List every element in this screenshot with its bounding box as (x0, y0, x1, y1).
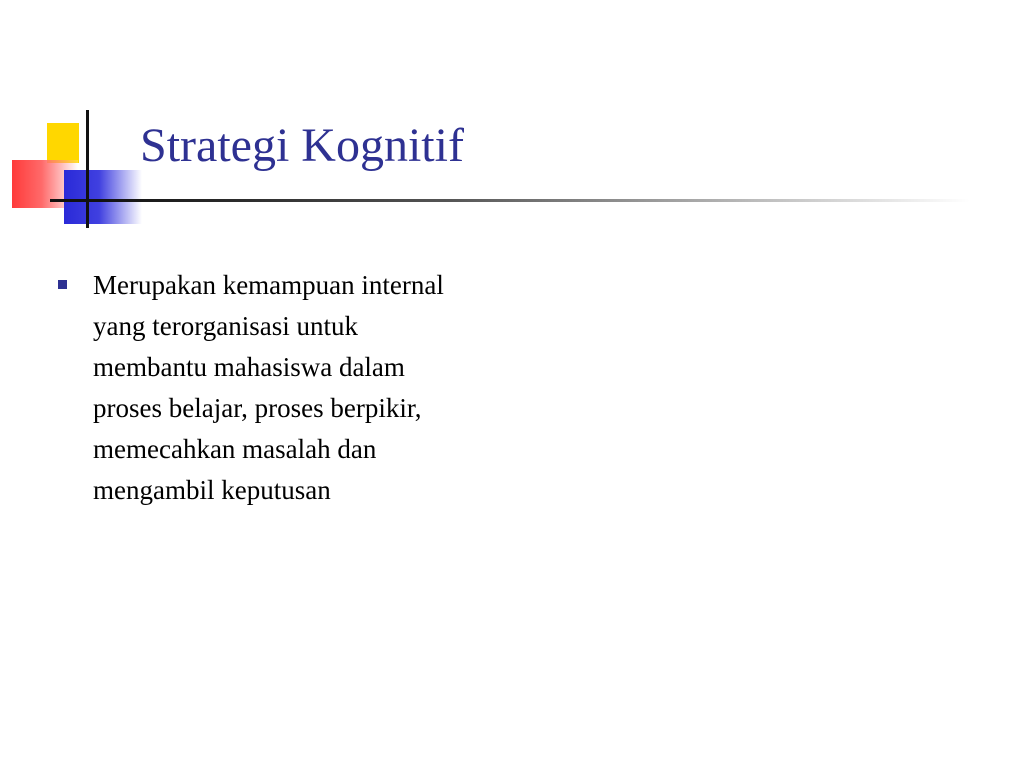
vertical-line (86, 110, 89, 228)
slide-body (56, 265, 556, 511)
bullet-text: Merupakan kemampuan internal yang terorganisasi untuk membantu mahasiswa dalam proses belajar, proses berpikir, memecahkan masalah dan mengambil keputusan (93, 270, 444, 505)
blue-square (64, 170, 142, 224)
bullet-item (56, 265, 556, 511)
yellow-square (47, 123, 79, 163)
title-underline (100, 199, 970, 202)
square-bullet-icon (58, 280, 67, 289)
bullet-list (56, 265, 556, 511)
colored-squares-logo-icon (0, 0, 160, 240)
slide-title: Strategi Kognitif (140, 119, 464, 172)
